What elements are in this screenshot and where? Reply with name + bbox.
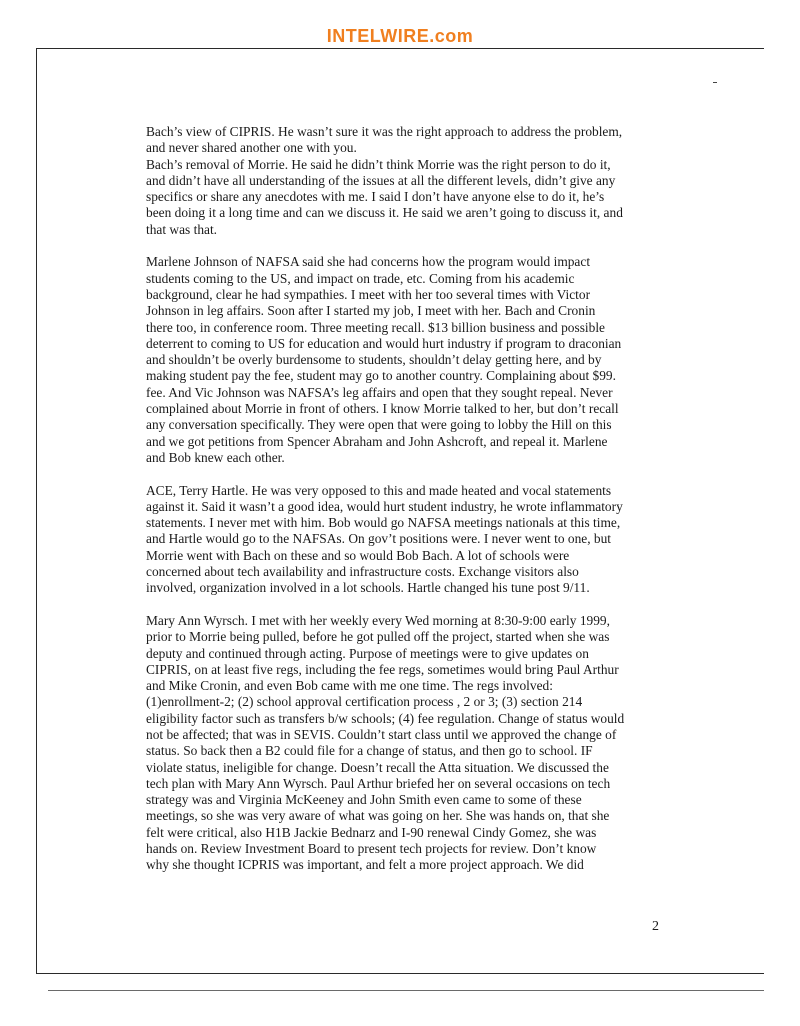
text-line: why she thought ICPRIS was important, and felt a more project approach. We did	[146, 857, 584, 873]
text-line: hands on. Review Investment Board to present tech projects for review. Don’t know	[146, 841, 597, 857]
left-border-line	[36, 48, 37, 973]
text-line: and Mike Cronin, and even Bob came with me one time. The regs involved:	[146, 678, 553, 694]
text-line: not be affected; that was in SEVIS. Couldn’t start class until we approved the change of	[146, 726, 617, 742]
text-line: Marlene Johnson of NAFSA said she had concerns how the program would impact	[146, 254, 591, 270]
bottom-scan-edge-line	[48, 990, 764, 991]
text-line: there too, in conference room. Three meeting recall. $13 billion business and possible	[146, 319, 605, 335]
text-line: that was that.	[146, 221, 218, 237]
text-line: CIPRIS, on at least five regs, including the fee regs, sometimes would bring Paul Arthur	[146, 661, 619, 677]
text-line: prior to Morrie being pulled, before he got pulled off the project, started when she was	[146, 629, 610, 645]
text-line: eligibility factor such as transfers b/w schools; (4) fee regulation. Change of status would	[146, 710, 625, 726]
text-line: deputy and continued through acting. Purpose of meetings were to give updates on	[146, 645, 589, 661]
text-line: against it. Said it wasn’t a good idea, would hurt student industry, he wrote inflammatory	[146, 498, 623, 514]
text-line: involved, organization involved in a lot schools. Hartle changed his tune post 9/11.	[146, 580, 590, 596]
text-line: deterrent to coming to US for education and would hurt industry if program to draconian	[146, 335, 622, 351]
text-line: and Bob knew each other.	[146, 449, 285, 465]
text-line: and Hartle would go to the NAFSAs. On gov’t positions were. I never went to one, but	[146, 531, 612, 547]
text-line: meetings, so she was very aware of what was going on her. She was hands on, that she	[146, 808, 610, 824]
text-line: ACE, Terry Hartle. He was very opposed to this and made heated and vocal statements	[146, 482, 612, 498]
top-border-line	[36, 48, 764, 49]
text-line: and shouldn’t be overly burdensome to students, shouldn’t delay getting here, and by	[146, 352, 602, 368]
text-line: complained about Morrie in front of others. I know Morrie talked to her, but don’t recall	[146, 401, 619, 417]
text-line: specifics or share any anecdotes with me. I said I don’t have anyone else to do it, he’s	[146, 189, 605, 205]
bottom-border-line	[36, 973, 764, 974]
text-line: background, clear he had sympathies. I meet with her too several times with Victor	[146, 286, 591, 302]
text-line: statements. I never met with him. Bob would go NAFSA meetings nationals at this time,	[146, 515, 621, 531]
text-line: Johnson in leg affairs. Soon after I started my job, I meet with her. Bach and Cronin	[146, 303, 596, 319]
text-line: Bach’s removal of Morrie. He said he didn’t think Morrie was the right person to do it,	[146, 156, 611, 172]
text-line: fee. And Vic Johnson was NAFSA’s leg affairs and open that they sought repeal. Never	[146, 384, 613, 400]
text-line: making student pay the fee, student may go to another country. Complaining about $99.	[146, 368, 616, 384]
document-body	[146, 124, 666, 890]
text-line: been doing it a long time and can we discuss it. He said we aren’t going to discuss it, and	[146, 205, 623, 221]
text-line: (1)enrollment-2; (2) school approval certification process , 2 or 3; (3) section 214	[146, 694, 583, 710]
site-watermark-header: INTELWIRE.com	[326, 26, 474, 46]
scan-tick-mark	[713, 82, 717, 83]
text-line: and didn’t have all understanding of the issues at all the different levels, didn’t give any	[146, 172, 616, 188]
text-line: status. So back then a B2 could file for a change of status, and then go to school. IF	[146, 743, 593, 759]
text-line: felt were critical, also H1B Jackie Bednarz and I-90 renewal Cindy Gomez, she was	[146, 824, 597, 840]
text-line: any conversation specifically. They were open that were going to lobby the Hill on this	[146, 417, 612, 433]
paragraph	[146, 483, 666, 597]
text-line: and never shared another one with you.	[146, 140, 357, 156]
paragraph	[146, 124, 666, 238]
paragraph	[146, 613, 666, 874]
text-line: tech plan with Mary Ann Wyrsch. Paul Arthur briefed her on several occasions on tech	[146, 775, 611, 791]
text-line: Mary Ann Wyrsch. I met with her weekly every Wed morning at 8:30-9:00 early 1999,	[146, 612, 610, 628]
text-line: violate status, ineligible for change. Doesn’t recall the Atta situation. We discussed the	[146, 759, 609, 775]
paragraph	[146, 254, 666, 466]
text-line: strategy was and Virginia McKeeney and John Smith even came to some of these	[146, 792, 582, 808]
text-line: Bach’s view of CIPRIS. He wasn’t sure it was the right approach to address the problem,	[146, 124, 623, 139]
text-line: Morrie went with Bach on these and so would Bob Bach. A lot of schools were	[146, 547, 570, 563]
text-line: concerned about tech availability and infrastructure costs. Exchange visitors also	[146, 564, 579, 580]
page-number: 2	[652, 919, 659, 934]
text-line: students coming to the US, and impact on trade, etc. Coming from his academic	[146, 270, 575, 286]
text-line: and we got petitions from Spencer Abraham and John Ashcroft, and repeal it. Marlene	[146, 433, 608, 449]
